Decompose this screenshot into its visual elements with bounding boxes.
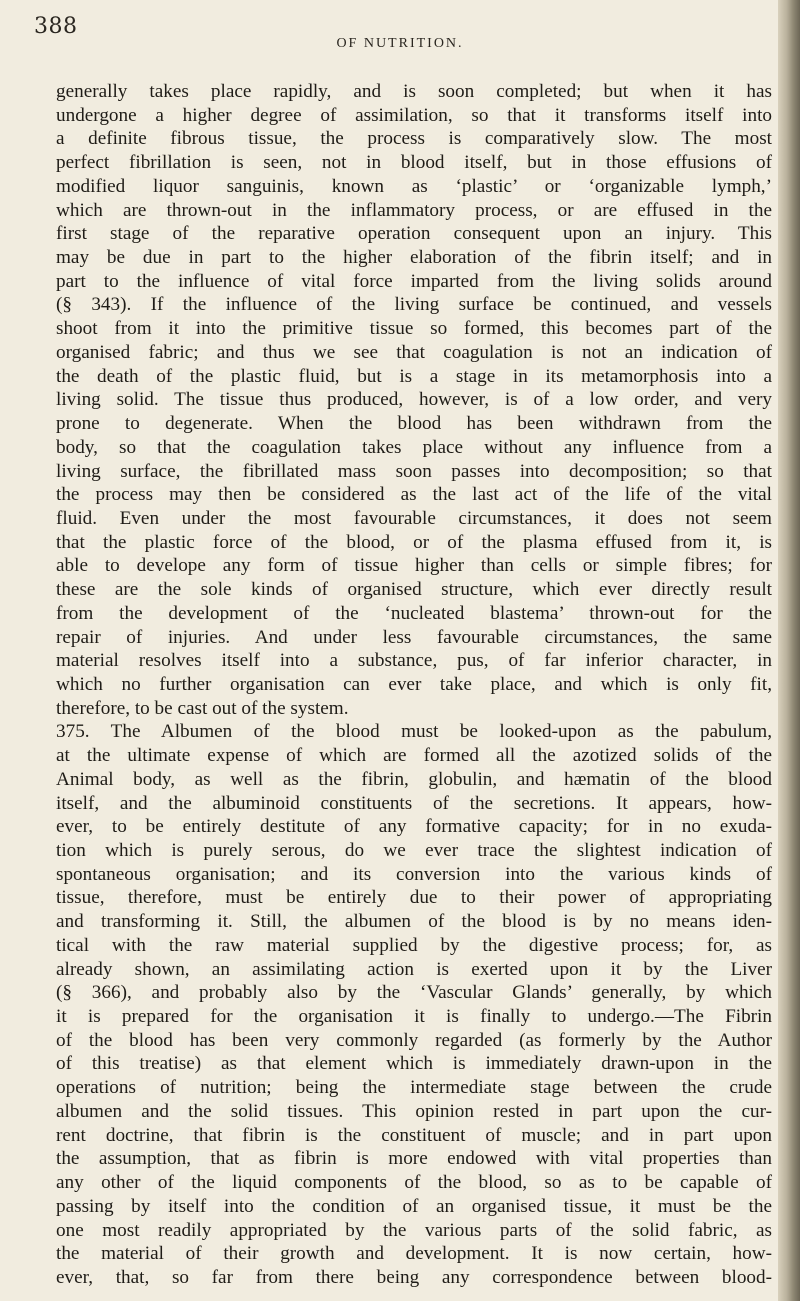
text-line: able to develope any form of tissue higher than cells or simple fibres; for [56, 555, 772, 577]
text-line: ever, that, so far from there being any correspondence between blood- [56, 1266, 772, 1288]
text-line: one most readily appropriated by the various parts of the solid fabric, as [56, 1219, 772, 1241]
text-line: prone to degenerate. When the blood has been withdrawn from the [56, 413, 772, 435]
text-line: passing by itself into the condition of an organised tissue, it must be the [56, 1195, 772, 1217]
text-line: operations of nutrition; being the intermediate stage between the crude [56, 1077, 772, 1099]
text-line: from the development of the ‘nucleated blastema’ thrown-out for the [56, 602, 772, 624]
text-line: organised fabric; and thus we see that coagulation is not an indication of [56, 341, 772, 363]
text-line: tical with the raw material supplied by the digestive process; for, as [56, 934, 772, 956]
text-line: the process may then be considered as the last act of the life of the vital [56, 484, 772, 506]
text-line: already shown, an assimilating action is exerted upon it by the Liver [56, 958, 772, 980]
text-line: undergone a higher degree of assimilation, so that it transforms itself into [56, 104, 772, 126]
text-line: the death of the plastic fluid, but is a stage in its metamorphosis into a [56, 365, 772, 387]
text-line: it is prepared for the organisation it is finally to undergo.—The Fibrin [56, 1006, 772, 1028]
text-line: any other of the liquid components of the blood, so as to be capable of [56, 1172, 772, 1194]
text-line: (§ 366), and probably also by the ‘Vascular Glands’ generally, by which [56, 982, 772, 1004]
text-line: of this treatise) as that element which is immediately drawn-upon in the [56, 1053, 772, 1075]
text-line: material resolves itself into a substance, pus, of far inferior character, in [56, 650, 772, 672]
text-line: the assumption, that as fibrin is more endowed with vital properties than [56, 1148, 772, 1170]
text-line: part to the influence of vital force imparted from the living solids around [56, 270, 772, 292]
text-line: Animal body, as well as the fibrin, globulin, and hæmatin of the blood [56, 768, 772, 790]
text-line: shoot from it into the primitive tissue so formed, this becomes part of the [56, 318, 772, 340]
text-line: (§ 343). If the influence of the living surface be continued, and vessels [56, 294, 772, 316]
text-line: rent doctrine, that fibrin is the constituent of muscle; and in part upon [56, 1124, 772, 1146]
text-line: living surface, the fibrillated mass soon passes into decomposition; so that [56, 460, 772, 482]
page-binding-edge [778, 0, 800, 1301]
running-head: OF NUTRITION. [336, 36, 464, 51]
text-line: therefore, to be cast out of the system. [56, 697, 349, 719]
text-line: modified liquor sanguinis, known as ‘plastic’ or ‘organizable lymph,’ [56, 175, 772, 197]
text-line: ever, to be entirely destitute of any formative capacity; for in no exuda- [56, 816, 772, 838]
text-line: itself, and the albuminoid constituents of the secretions. It appears, how- [56, 792, 772, 814]
text-line: at the ultimate expense of which are formed all the azotized solids of the [56, 745, 772, 767]
text-line: these are the sole kinds of organised structure, which ever directly result [56, 579, 772, 601]
text-line: tissue, therefore, must be entirely due to their power of appropriating [56, 887, 772, 909]
text-line: generally takes place rapidly, and is soon completed; but when it has [56, 81, 772, 102]
text-line: body, so that the coagulation takes place without any influence from a [56, 436, 772, 458]
body-text [56, 80, 772, 1290]
text-line: which are thrown-out in the inflammatory process, or are effused in the [56, 199, 772, 221]
text-line: of the blood has been very commonly regarded (as formerly by the Author [56, 1029, 772, 1051]
text-line: that the plastic force of the blood, or of the plasma effused from it, is [56, 531, 772, 553]
text-line: which no further organisation can ever take place, and which is only fit, [56, 673, 772, 695]
page-number: 388 [34, 14, 78, 39]
text-line: fluid. Even under the most favourable circumstances, it does not seem [56, 507, 772, 529]
text-line: spontaneous organisation; and its conversion into the various kinds of [56, 863, 772, 885]
text-line: 375. The Albumen of the blood must be looked-upon as the pabulum, [56, 721, 772, 743]
text-line: repair of injuries. And under less favourable circumstances, the same [56, 626, 772, 648]
text-line: the material of their growth and development. It is now certain, how- [56, 1243, 772, 1265]
text-line: living solid. The tissue thus produced, however, is of a low order, and very [56, 389, 772, 411]
text-line: albumen and the solid tissues. This opinion rested in part upon the cur- [56, 1100, 772, 1122]
text-line: perfect fibrillation is seen, not in blood itself, but in those effusions of [56, 152, 772, 174]
text-line: may be due in part to the higher elaboration of the fibrin itself; and in [56, 247, 772, 269]
text-line: a definite fibrous tissue, the process is comparatively slow. The most [56, 128, 772, 150]
text-line: tion which is purely serous, do we ever trace the slightest indication of [56, 840, 772, 861]
text-line: first stage of the reparative operation consequent upon an injury. This [56, 223, 772, 245]
text-line: and transforming it. Still, the albumen of the blood is by no means iden- [56, 911, 772, 933]
